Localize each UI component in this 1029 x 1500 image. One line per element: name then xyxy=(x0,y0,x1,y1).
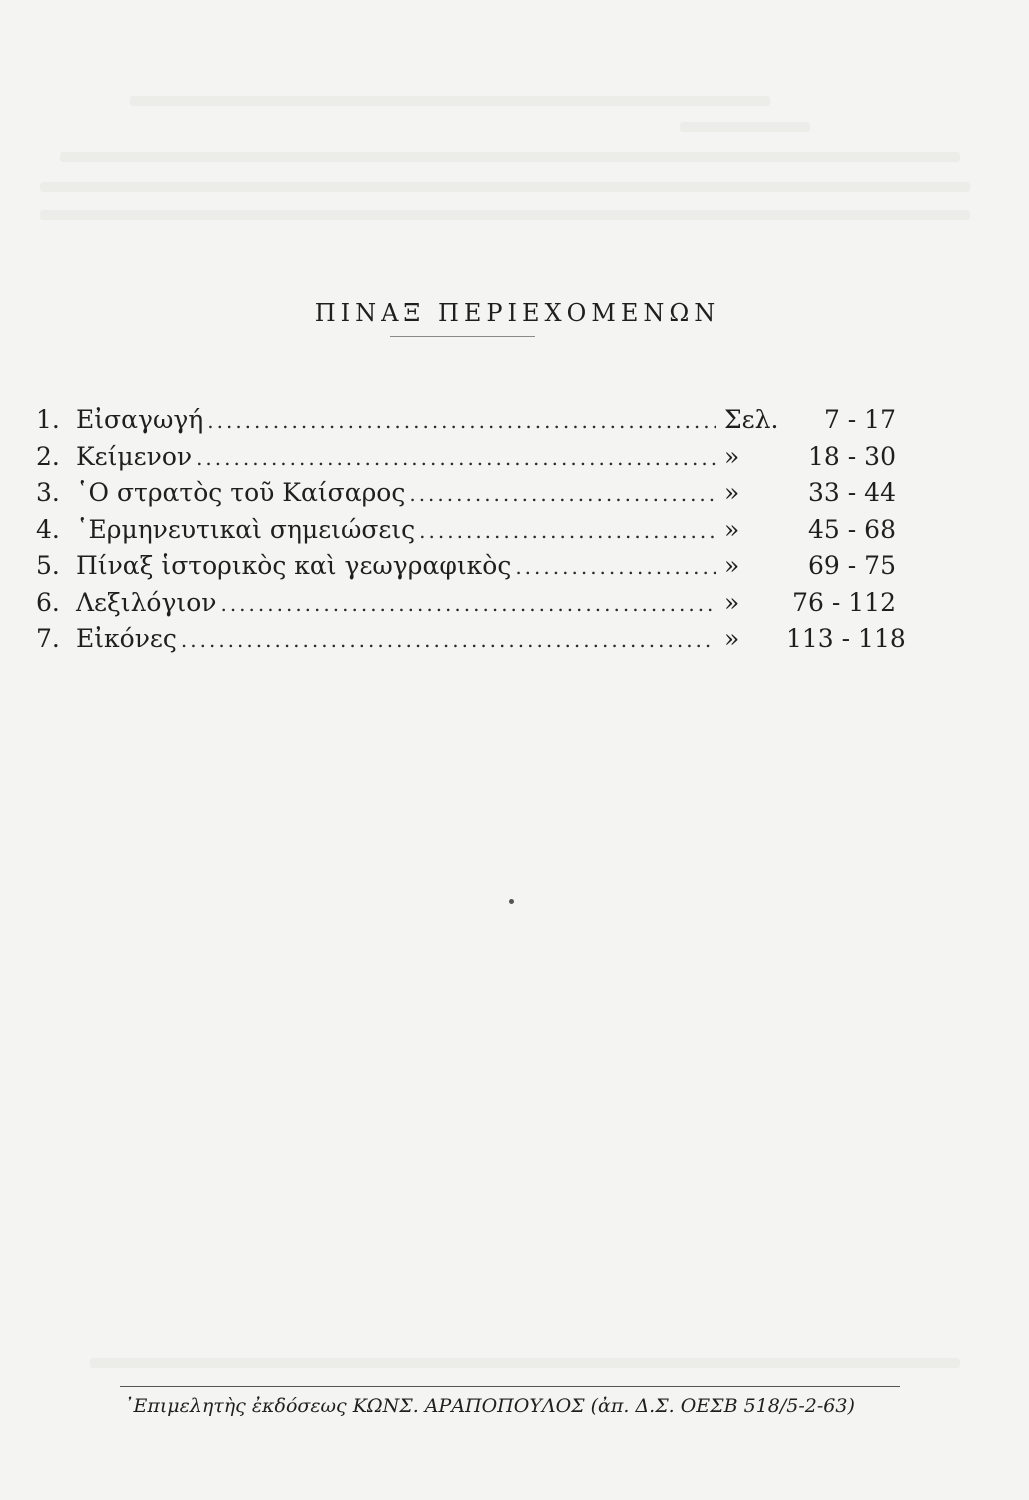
toc-entry-page-prefix: » xyxy=(724,624,740,653)
toc-entry-pages: 113 - 118 xyxy=(786,624,906,653)
toc-entry[interactable] xyxy=(36,442,896,479)
toc-entry-page-prefix: » xyxy=(724,478,740,507)
title-underline xyxy=(390,336,535,337)
toc-entry-page-prefix: » xyxy=(724,441,740,471)
table-of-contents xyxy=(36,405,906,661)
toc-entry-number: 5. xyxy=(36,551,60,580)
dot-leader xyxy=(220,592,716,616)
show-through-line xyxy=(40,210,970,220)
dot-leader xyxy=(409,482,716,506)
toc-entry-title: ῾Ο στρατὸς τοῦ Καίσαρος xyxy=(76,478,406,507)
show-through-line xyxy=(90,1358,960,1368)
toc-entry-title: Κείμενον xyxy=(76,441,193,471)
toc-entry[interactable] xyxy=(36,405,896,442)
show-through-line xyxy=(60,152,960,162)
toc-entry-title: Πίναξ ἱστορικὸς καὶ γεωγραφικὸς xyxy=(76,551,512,580)
dot-leader xyxy=(207,409,716,433)
dot-leader xyxy=(419,519,716,543)
toc-entry-number: 4. xyxy=(36,514,60,544)
toc-entry[interactable] xyxy=(36,478,896,515)
toc-entry-page-prefix: Σελ. xyxy=(724,405,779,434)
toc-entry-pages: 45 - 68 xyxy=(808,514,896,544)
footer-rule xyxy=(120,1386,900,1387)
toc-entry[interactable] xyxy=(36,515,896,552)
toc-entry-pages: 18 - 30 xyxy=(808,441,896,471)
toc-entry-title: ῾Ερμηνευτικαὶ σημειώσεις xyxy=(76,514,416,544)
toc-entry[interactable] xyxy=(36,551,896,588)
toc-entry-pages: 76 - 112 xyxy=(792,587,896,617)
show-through-line xyxy=(40,182,970,192)
toc-entry-title: Εἰκόνες xyxy=(76,624,177,653)
toc-entry-number: 3. xyxy=(36,478,60,507)
toc-entry-pages: 7 - 17 xyxy=(823,405,896,434)
show-through-line xyxy=(130,96,770,106)
toc-entry-number: 1. xyxy=(36,405,60,434)
toc-entry-title: Λεξιλόγιον xyxy=(76,587,217,617)
toc-entry[interactable] xyxy=(36,588,896,625)
page-title: ΠΙΝΑΞ ΠΕΡΙΕΧΟΜΕΝΩΝ xyxy=(314,299,721,328)
toc-entry-number: 2. xyxy=(36,441,60,471)
toc-entry-pages: 33 - 44 xyxy=(808,478,896,507)
dot-leader xyxy=(515,555,716,579)
toc-entry-pages: 69 - 75 xyxy=(808,551,896,580)
printer-mark xyxy=(509,899,514,904)
toc-entry-number: 7. xyxy=(36,624,60,653)
toc-entry-number: 6. xyxy=(36,587,60,617)
dot-leader xyxy=(181,628,716,652)
dot-leader xyxy=(196,446,716,470)
editor-credit: ᾿Επιμελητὴς ἐκδόσεως ΚΩΝΣ. ΑΡΑΠΟΠΟΥΛΟΣ (ἀπ. Δ.Σ. ΟΕΣΒ 518/5-2-63) xyxy=(124,1395,855,1417)
toc-entry-page-prefix: » xyxy=(724,587,740,617)
toc-entry[interactable] xyxy=(36,624,906,661)
show-through-line xyxy=(680,122,810,132)
toc-entry-page-prefix: » xyxy=(724,551,740,580)
toc-entry-title: Εἰσαγωγή xyxy=(76,405,204,434)
toc-entry-page-prefix: » xyxy=(724,514,740,544)
